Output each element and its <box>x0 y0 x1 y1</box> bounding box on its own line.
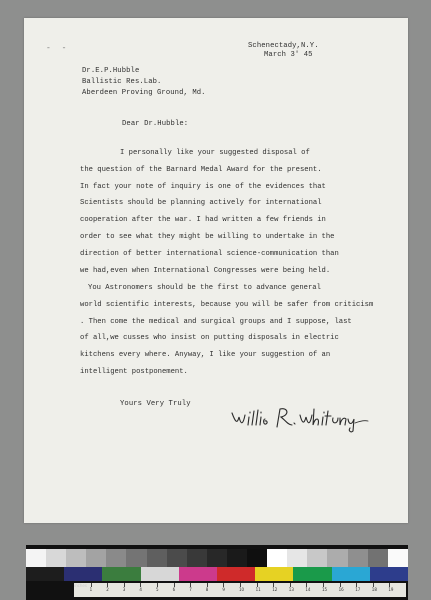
address-line: Aberdeen Proving Ground, Md. <box>82 89 206 97</box>
ruler-number: 7 <box>189 587 192 592</box>
letter-page <box>24 18 408 523</box>
grey-patch <box>46 549 66 567</box>
text-line: . Then come the medical and surgical groups and I suppose, last <box>80 317 352 326</box>
text-line: You Astronomers should be the first to advance general <box>88 284 321 292</box>
ruler-number: 11 <box>255 587 261 592</box>
ruler-number: 15 <box>322 587 328 592</box>
grey-patch <box>368 549 388 567</box>
ruler-number: 8 <box>205 587 209 592</box>
grey-scale-row <box>26 549 408 567</box>
grey-patch <box>187 549 207 567</box>
grey-patch <box>66 549 86 567</box>
ruler-number: 1 <box>89 587 93 592</box>
text-line: world scientific interests, because you will be safer from criticism <box>80 300 374 309</box>
handwritten-signature <box>230 403 370 438</box>
grey-patch <box>207 549 227 567</box>
text-line: the question of the Barnard Medal Award for the present. <box>80 165 322 174</box>
measurement-ruler <box>74 583 406 597</box>
text-line: kitchens every where. Anyway, I like your suggestion of an <box>80 351 331 360</box>
text-line: I personally like your suggested disposal of <box>120 149 310 157</box>
ruler-number: 6 <box>172 587 176 592</box>
grey-patch <box>126 549 146 567</box>
grey-patch <box>267 549 287 567</box>
ruler-number: 17 <box>355 587 361 592</box>
grey-patch <box>227 549 247 567</box>
text-line: of all,we cusses who insist on putting disposals in electric <box>80 334 339 343</box>
grey-patch <box>106 549 126 567</box>
paragraph-1 <box>80 145 410 279</box>
grey-patch <box>167 549 187 567</box>
color-patch <box>255 567 293 581</box>
text-line: order to see what they might be willing to undertake in the <box>80 232 335 241</box>
color-patch <box>64 567 102 581</box>
text-line: Scientists should be planning actively for international <box>80 199 322 208</box>
grey-patch <box>147 549 167 567</box>
ruler-number: 2 <box>106 587 109 592</box>
ruler-number: 16 <box>338 587 344 592</box>
ruler-number: 5 <box>156 587 159 592</box>
punch-marks: - - <box>46 44 70 53</box>
letter-place: Schenectady,N.Y. <box>248 42 319 50</box>
grey-patch <box>247 549 267 567</box>
grey-patch <box>348 549 368 567</box>
color-patch <box>179 567 217 581</box>
color-patch <box>332 567 370 581</box>
ruler-number: 18 <box>371 587 377 592</box>
address-line: Dr.E.P.Hubble <box>82 67 140 75</box>
ruler-number: 14 <box>305 587 311 592</box>
ruler-number: 3 <box>122 587 126 592</box>
salutation: Dear Dr.Hubble: <box>122 120 189 128</box>
color-patch-row <box>26 567 408 581</box>
text-line: intelligent postponement. <box>80 367 188 376</box>
grey-patch <box>327 549 347 567</box>
color-patch <box>26 567 64 581</box>
color-calibration-card <box>26 545 408 600</box>
color-patch <box>217 567 255 581</box>
ruler-number: 19 <box>388 587 394 592</box>
color-patch <box>370 567 408 581</box>
text-line: direction of better international science-communication than <box>80 249 339 258</box>
ruler-number: 9 <box>222 587 225 592</box>
grey-patch <box>287 549 307 567</box>
color-patch <box>141 567 179 581</box>
grey-patch <box>86 549 106 567</box>
text-line: cooperation after the war. I had written a few friends in <box>80 216 326 225</box>
color-patch <box>293 567 331 581</box>
closing: Yours Very Truly <box>120 400 191 408</box>
ruler-number: 12 <box>272 587 278 592</box>
ruler-number: 10 <box>239 587 245 592</box>
color-patch <box>102 567 140 581</box>
address-line: Ballistic Res.Lab. <box>82 78 162 86</box>
text-line: In fact your note of inquiry is one of the evidences that <box>80 182 326 191</box>
ruler-unit-label: inches <box>74 583 87 588</box>
ruler-number: 4 <box>139 587 142 592</box>
letter-date: March 3' 45 <box>264 51 313 59</box>
paragraph-2 <box>80 280 410 381</box>
grey-patch <box>388 549 408 567</box>
grey-patch <box>26 549 46 567</box>
text-line: we had,even when International Congresses were being held. <box>80 266 331 275</box>
grey-patch <box>307 549 327 567</box>
ruler-number: 13 <box>288 587 294 592</box>
